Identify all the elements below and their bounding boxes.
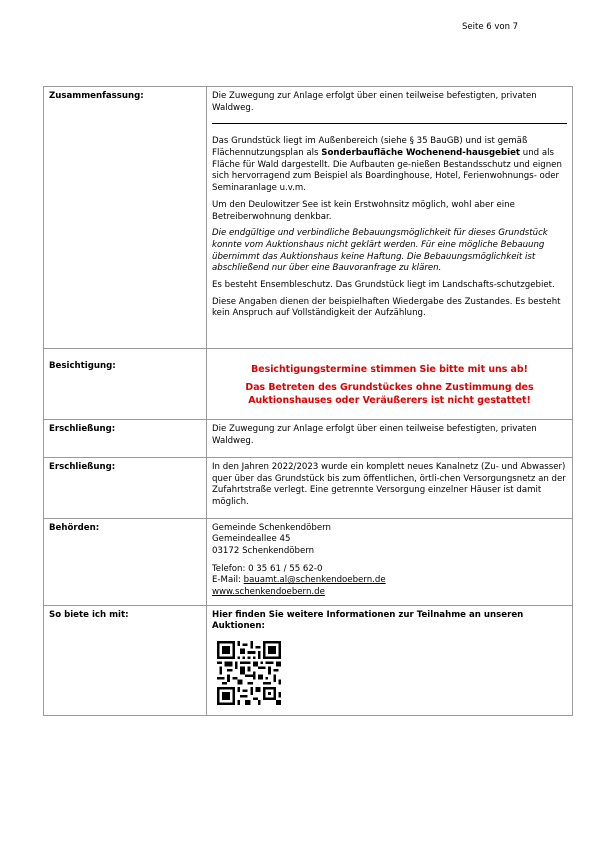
page-number: Seite 6 von 7 bbox=[462, 22, 519, 32]
viewing-notice: Besichtigungstermine stimmen Sie bitte mit uns ab! bbox=[251, 364, 528, 375]
row-label-offer: So biete ich mit: bbox=[44, 605, 207, 715]
summary-intro: Die Zuwegung zur Anlage erfolgt über einen teilweise befestigten, privaten Waldweg. bbox=[212, 91, 537, 113]
summary-paragraph-4: Es besteht Ensembleschutz. Das Grundstück liegt im Landschafts-schutzgebiet. bbox=[212, 279, 555, 290]
property-info-table bbox=[43, 86, 573, 716]
authority-phone: Telefon: 0 35 61 / 55 62-0 bbox=[212, 563, 323, 574]
row-label-summary: Zusammenfassung: bbox=[44, 87, 207, 349]
authority-city: 03172 Schenkendöbern bbox=[212, 545, 315, 556]
summary-paragraph-3: Die endgültige und verbindliche Bebauungsmöglichkeit für dieses Grundstück konnte vom Auktionshaus nicht geklärt werden. Für eine mögliche Bebauung übernimmt das Auktionshaus keine Haftung. Die Bebauungsmöglichkeit ist abschließend nur über eine Bauvoranfrage zu klären. bbox=[212, 228, 548, 274]
table-row-offer bbox=[44, 605, 573, 715]
website-link[interactable]: www.schenkendoebern.de bbox=[212, 587, 325, 598]
table-row-viewing bbox=[44, 349, 573, 420]
row-label-access-2: Erschließung: bbox=[44, 457, 207, 518]
divider bbox=[212, 123, 567, 124]
viewing-warning: Das Betreten des Grundstückes ohne Zustimmung des Auktionshauses oder Veräußerers ist nicht gestattet! bbox=[245, 382, 534, 407]
offer-text: Hier finden Sie weitere Informationen zur Teilnahme an unseren Auktionen: bbox=[212, 609, 524, 632]
row-value-access-1: Die Zuwegung zur Anlage erfolgt über einen teilweise befestigten, privaten Waldweg. bbox=[207, 420, 573, 457]
authority-web-line bbox=[212, 587, 567, 599]
authority-street: Gemeindeallee 45 bbox=[212, 534, 291, 545]
row-label-authorities: Behörden: bbox=[44, 518, 207, 605]
qr-code-icon[interactable] bbox=[217, 641, 281, 705]
table-row-access-1 bbox=[44, 420, 573, 457]
email-link[interactable]: bauamt.al@schenkendoebern.de bbox=[243, 575, 386, 586]
row-value-offer bbox=[207, 605, 573, 715]
summary-paragraph-1: Das Grundstück liegt im Außenbereich (siehe § 35 BauGB) und ist gemäß Flächennutzungsplan als Sonderbaufläche Wochenend-hausgebiet und als Fläche für Wald dargestellt. Die Aufbauten ge-nießen Bestandsschutz und eignen sich hervorragend zum Beispiel als Boardinghouse, Hotel, Ferienwohnungs- oder Seminaranlage u.v.m. bbox=[212, 136, 562, 194]
authority-name: Gemeinde Schenkendöbern bbox=[212, 522, 331, 533]
table-row-authorities bbox=[44, 518, 573, 605]
authority-email-line: E-Mail: bauamt.al@schenkendoebern.de bbox=[212, 575, 386, 586]
row-value-authorities bbox=[207, 518, 573, 605]
row-value-viewing bbox=[207, 349, 573, 420]
row-value-access-2: In den Jahren 2022/2023 wurde ein komplett neues Kanalnetz (Zu- und Abwasser) quer über das Grundstück bis zum öffentlichen, örtli-chen Versorgungsnetz an der Zufahrtstraße verlegt. Eine getrennte Versorgung einzelner Häuser ist damit möglich. bbox=[207, 457, 573, 518]
summary-paragraph-5: Diese Angaben dienen der beispielhaften Wiedergabe des Zustandes. Es besteht kein Anspruch auf Vollständigkeit der Aufzählung. bbox=[212, 296, 561, 319]
table-row-access-2 bbox=[44, 457, 573, 518]
row-label-viewing: Besichtigung: bbox=[44, 349, 207, 420]
summary-paragraph-2: Um den Deulowitzer See ist kein Erstwohnsitz möglich, wohl aber eine Betreiberwohnung denkbar. bbox=[212, 199, 515, 222]
row-label-access-1: Erschließung: bbox=[44, 420, 207, 457]
row-value-summary bbox=[207, 87, 573, 349]
table-row-summary bbox=[44, 87, 573, 349]
